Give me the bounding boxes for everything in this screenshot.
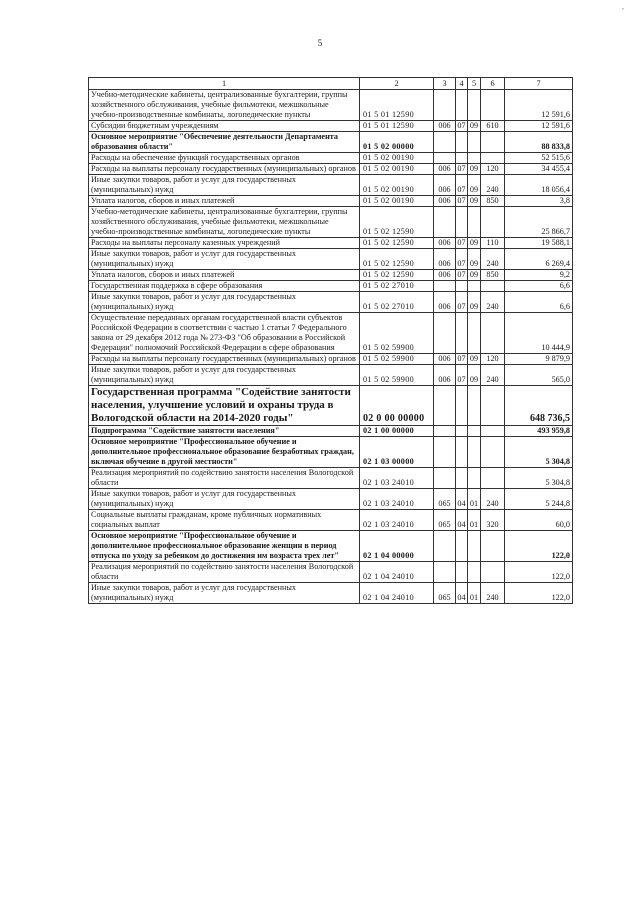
row-name: Уплата налогов, сборов и иных платежей <box>89 270 360 281</box>
row-col-4: 07 <box>456 365 468 386</box>
row-col-5 <box>468 468 481 489</box>
row-col-4: 07 <box>457 196 466 205</box>
row-col-3: 065 <box>434 583 456 604</box>
row-col-6 <box>481 531 505 562</box>
table-row <box>89 426 573 437</box>
row-name: Основное мероприятие "Профессиональное обучение и дополнительное профессиональное образование безработных граждан, включая обучение в другой местности" <box>89 437 360 468</box>
row-col-6: 240 <box>481 489 505 510</box>
row-col-3 <box>434 90 456 121</box>
row-col-4: 07 <box>457 270 466 279</box>
table-row <box>89 510 573 531</box>
row-name: Государственная программа "Содействие занятости населения, улучшение условий и охраны труда в Вологодской области на 2014-2020 годы" <box>89 386 360 426</box>
row-sum: 122,0 <box>505 583 573 604</box>
row-sum: 12 591,6 <box>505 121 573 132</box>
row-col-3 <box>434 207 456 238</box>
header-col-7: 7 <box>505 78 573 90</box>
table-row <box>89 90 573 121</box>
row-name: Расходы на обеспечение функций государственных органов <box>89 153 360 164</box>
row-sum: 5 304,8 <box>505 468 573 489</box>
row-code: 02 0 00 00000 <box>360 386 434 426</box>
row-col-3 <box>434 153 456 164</box>
row-col-6: 850 <box>481 270 505 281</box>
row-col-5 <box>468 386 481 426</box>
row-col-6: 120 <box>481 354 505 365</box>
row-code: 01 5 02 00000 <box>360 132 434 153</box>
row-sum: 565,0 <box>505 365 573 386</box>
row-col-4: 07 <box>456 249 468 270</box>
row-col-6 <box>481 437 505 468</box>
table-row <box>89 196 573 207</box>
row-col-6: 320 <box>481 510 505 531</box>
row-col-5: 09 <box>468 196 481 207</box>
row-col-6: 110 <box>481 238 505 249</box>
row-col-4 <box>456 531 468 562</box>
row-name: Осуществление переданных органам государственной власти субъектов Российской Федерации в соответствии с частью 1 статьи 7 Федерального закона от 29 декабря 2012 года № 273-ФЗ "Об образовании в Российской Федерации" полномочий Российской Федерации в сфере образования <box>89 313 360 354</box>
row-sum: 493 959,8 <box>505 426 573 437</box>
row-col-5: 09 <box>468 354 481 365</box>
row-name: Субсидии бюджетным учреждениям <box>89 121 360 132</box>
table-row <box>89 249 573 270</box>
row-col-5 <box>468 562 481 583</box>
row-sum: 6,6 <box>505 281 573 292</box>
row-code: 02 1 03 00000 <box>360 437 434 468</box>
row-col-5 <box>468 531 481 562</box>
row-name: Основное мероприятие "Обеспечение деятельности Департамента образования области" <box>89 132 360 153</box>
row-col-6 <box>481 153 505 164</box>
table-row <box>89 313 573 354</box>
row-col-5 <box>468 313 481 354</box>
row-col-6: 610 <box>481 121 505 132</box>
row-col-3: 065 <box>434 489 456 510</box>
row-name: Иные закупки товаров, работ и услуг для государственных (муниципальных) нужд <box>89 292 360 313</box>
header-col-5: 5 <box>468 78 481 90</box>
row-code: 01 5 02 00190 <box>360 175 434 196</box>
table-row <box>89 468 573 489</box>
row-col-5: 09 <box>468 249 481 270</box>
row-col-3: 006 <box>434 292 456 313</box>
row-code: 01 5 01 12590 <box>360 121 434 132</box>
row-col-6: 240 <box>481 365 505 386</box>
header-col-2: 2 <box>360 78 434 90</box>
row-code: 01 5 02 12590 <box>360 207 434 238</box>
row-code: 01 5 02 27010 <box>360 281 434 292</box>
row-col-5: 09 <box>468 175 481 196</box>
header-col-4: 4 <box>456 78 468 90</box>
table-row <box>89 292 573 313</box>
row-col-5: 09 <box>468 270 481 281</box>
row-code: 01 5 02 00190 <box>360 196 434 207</box>
row-code: 01 5 02 12590 <box>360 249 434 270</box>
row-col-4: 04 <box>456 583 468 604</box>
row-col-3 <box>434 531 456 562</box>
row-col-4: 04 <box>456 510 468 531</box>
row-col-5: 01 <box>468 489 481 510</box>
row-col-6 <box>481 313 505 354</box>
row-col-5 <box>468 207 481 238</box>
row-sum: 5 304,8 <box>505 437 573 468</box>
row-code: 01 5 02 59900 <box>360 354 434 365</box>
row-sum: 52 515,6 <box>505 153 573 164</box>
row-col-5: 09 <box>468 365 481 386</box>
row-sum: 60,0 <box>505 510 573 531</box>
row-col-3: 006 <box>434 249 456 270</box>
row-col-6: 240 <box>481 583 505 604</box>
table-row <box>89 153 573 164</box>
row-col-3: 006 <box>434 164 456 175</box>
row-col-3: 006 <box>434 365 456 386</box>
row-name: Расходы на выплаты персоналу государственных (муниципальных) органов <box>89 354 360 365</box>
row-name: Социальные выплаты гражданам, кроме публичных нормативных социальных выплат <box>89 510 360 531</box>
row-sum: 122,0 <box>505 531 573 562</box>
row-name: Расходы на выплаты персоналу казенных учреждений <box>89 238 360 249</box>
row-sum: 34 455,4 <box>505 164 573 175</box>
row-code: 01 5 01 12590 <box>360 90 434 121</box>
row-col-5: 09 <box>468 164 481 175</box>
row-code: 01 5 02 59900 <box>360 313 434 354</box>
row-col-5 <box>468 153 481 164</box>
row-name: Иные закупки товаров, работ и услуг для государственных (муниципальных) нужд <box>89 175 360 196</box>
table-row <box>89 238 573 249</box>
row-name: Учебно-методические кабинеты, централизованные бухгалтерии, группы хозяйственного обслуживания, учебные фильмотеки, межшкольные учебно-производственные комбинаты, логопедические пункты <box>89 207 360 238</box>
row-col-4: 07 <box>457 121 466 130</box>
table-row <box>89 164 573 175</box>
row-col-6 <box>481 386 505 426</box>
table-row <box>89 354 573 365</box>
row-name: Иные закупки товаров, работ и услуг для государственных (муниципальных) нужд <box>89 583 360 604</box>
row-col-6: 240 <box>481 249 505 270</box>
row-name: Основное мероприятие "Профессиональное обучение и дополнительное профессиональное образование женщин в период отпуска по уходу за ребенком до достижения им возраста трех лет" <box>89 531 360 562</box>
row-name: Реализация мероприятий по содействию занятости населения Вологодской области <box>89 468 360 489</box>
row-sum: 10 444,9 <box>505 313 573 354</box>
row-col-3 <box>434 281 456 292</box>
row-col-4 <box>456 386 468 426</box>
row-name: Иные закупки товаров, работ и услуг для государственных (муниципальных) нужд <box>89 365 360 386</box>
row-code: 02 1 04 24010 <box>360 583 434 604</box>
row-col-3 <box>434 437 456 468</box>
table-row <box>89 281 573 292</box>
row-col-4: 07 <box>456 175 468 196</box>
row-col-6: 120 <box>481 164 505 175</box>
row-col-3: 065 <box>434 510 456 531</box>
table-row <box>89 270 573 281</box>
row-code: 01 5 02 12590 <box>360 270 434 281</box>
row-col-3 <box>434 386 456 426</box>
row-col-3: 006 <box>434 196 456 207</box>
row-sum: 6 269,4 <box>505 249 573 270</box>
row-code: 02 1 00 00000 <box>360 426 434 437</box>
row-col-4 <box>456 90 468 121</box>
row-name: Реализация мероприятий по содействию занятости населения Вологодской области <box>89 562 360 583</box>
row-col-5: 01 <box>468 583 481 604</box>
row-col-3: 006 <box>434 121 456 132</box>
corner-mark: , <box>622 2 624 11</box>
row-name: Расходы на выплаты персоналу государственных (муниципальных) органов <box>89 164 360 175</box>
row-col-6 <box>481 90 505 121</box>
table-row <box>89 386 573 426</box>
row-col-5 <box>468 281 481 292</box>
row-col-5: 09 <box>468 292 481 313</box>
row-code: 02 1 04 24010 <box>360 562 434 583</box>
row-code: 01 5 02 59900 <box>360 365 434 386</box>
row-col-3: 006 <box>434 175 456 196</box>
row-name: Подпрограмма "Содействие занятости населения" <box>89 426 360 437</box>
row-name: Государственная поддержка в сфере образования <box>89 281 360 292</box>
row-sum: 648 736,5 <box>505 386 573 426</box>
table-row <box>89 175 573 196</box>
row-col-6: 240 <box>481 292 505 313</box>
table-row <box>89 531 573 562</box>
table-row <box>89 437 573 468</box>
row-code: 02 1 04 00000 <box>360 531 434 562</box>
row-col-4 <box>456 313 468 354</box>
row-sum: 25 866,7 <box>505 207 573 238</box>
row-col-6: 240 <box>481 175 505 196</box>
row-col-5 <box>468 132 481 153</box>
row-col-4 <box>456 153 468 164</box>
table-row <box>89 583 573 604</box>
row-code: 02 1 03 24010 <box>360 468 434 489</box>
row-name: Учебно-методические кабинеты, централизованные бухгалтерии, группы хозяйственного обслуживания, учебные фильмотеки, межшкольные учебно-производственные комбинаты, логопедические пункты <box>89 90 360 121</box>
row-code: 02 1 03 24010 <box>360 489 434 510</box>
table-row <box>89 207 573 238</box>
row-col-6 <box>481 207 505 238</box>
row-col-5 <box>468 426 481 437</box>
row-name: Иные закупки товаров, работ и услуг для государственных (муниципальных) нужд <box>89 489 360 510</box>
row-col-3 <box>434 313 456 354</box>
row-code: 01 5 02 12590 <box>360 238 434 249</box>
row-sum: 3,8 <box>505 196 573 207</box>
row-col-4 <box>456 207 468 238</box>
row-col-6 <box>481 562 505 583</box>
table-header-row <box>89 78 573 90</box>
row-sum: 18 056,4 <box>505 175 573 196</box>
row-col-4: 07 <box>457 354 466 363</box>
header-col-6: 6 <box>481 78 505 90</box>
row-sum: 9,2 <box>505 270 573 281</box>
row-col-4 <box>456 437 468 468</box>
row-col-3 <box>434 426 456 437</box>
row-code: 01 5 02 27010 <box>360 292 434 313</box>
row-name: Уплата налогов, сборов и иных платежей <box>89 196 360 207</box>
row-sum: 5 244,8 <box>505 489 573 510</box>
row-col-6 <box>481 468 505 489</box>
table-row <box>89 132 573 153</box>
table-row <box>89 562 573 583</box>
row-sum: 6,6 <box>505 292 573 313</box>
row-col-4 <box>456 426 468 437</box>
row-code: 02 1 03 24010 <box>360 510 434 531</box>
row-col-5: 09 <box>468 121 481 132</box>
row-name: Иные закупки товаров, работ и услуг для государственных (муниципальных) нужд <box>89 249 360 270</box>
page-number: 5 <box>317 38 323 48</box>
row-sum: 19 588,1 <box>505 238 573 249</box>
table-row <box>89 365 573 386</box>
row-col-3 <box>434 468 456 489</box>
row-col-4 <box>456 562 468 583</box>
header-col-1: 1 <box>89 78 360 90</box>
row-col-4 <box>456 132 468 153</box>
row-col-4 <box>456 468 468 489</box>
table-body <box>89 90 573 604</box>
row-col-5: 01 <box>468 510 481 531</box>
row-sum: 122,0 <box>505 562 573 583</box>
budget-table <box>88 77 573 604</box>
row-col-3 <box>434 562 456 583</box>
row-col-4: 07 <box>457 238 466 247</box>
row-col-4: 07 <box>456 292 468 313</box>
row-col-6 <box>481 426 505 437</box>
row-col-4: 04 <box>456 489 468 510</box>
row-col-3: 006 <box>434 354 456 365</box>
header-col-3: 3 <box>434 78 456 90</box>
row-col-5 <box>468 90 481 121</box>
row-col-3 <box>434 132 456 153</box>
row-col-6 <box>481 281 505 292</box>
row-col-6: 850 <box>481 196 505 207</box>
row-col-4 <box>456 281 468 292</box>
row-col-4: 07 <box>457 164 466 173</box>
row-sum: 88 833,8 <box>505 132 573 153</box>
row-code: 01 5 02 00190 <box>360 164 434 175</box>
row-col-5: 09 <box>468 238 481 249</box>
row-sum: 12 591,6 <box>505 90 573 121</box>
row-col-5 <box>468 437 481 468</box>
row-sum: 9 879,9 <box>505 354 573 365</box>
table-row <box>89 121 573 132</box>
row-col-6 <box>481 132 505 153</box>
row-col-3: 006 <box>434 270 456 281</box>
table-row <box>89 489 573 510</box>
row-col-3: 006 <box>434 238 456 249</box>
row-code: 01 5 02 00190 <box>360 153 434 164</box>
